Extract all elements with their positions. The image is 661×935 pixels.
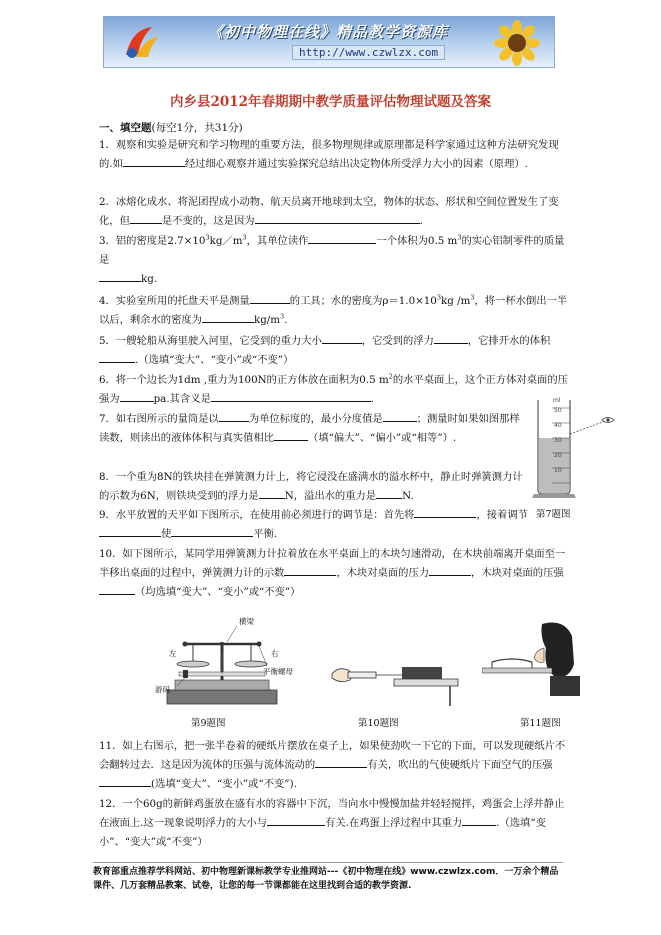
q5-text-d: .（选填“变大”、“变小”或“不变”） <box>135 353 294 366</box>
fig7-liquid <box>539 438 569 493</box>
q7-text-c: ；测量时如果如图那样读数，则读出的液体体积与真实值相比 <box>99 413 520 444</box>
q11-blank-2 <box>99 775 151 787</box>
fig9-rider <box>183 670 188 678</box>
q6-text-c: pa.其含义是 <box>153 392 211 405</box>
fig9-base <box>167 690 277 704</box>
fig10-table-top <box>394 679 458 686</box>
fig11-table <box>482 668 552 673</box>
q6-blank-1 <box>120 390 154 402</box>
question-3 <box>99 232 569 288</box>
fig7-tick-40: 40 <box>554 422 562 429</box>
q6-text-a: 6．将一个边长为1dm ,重力为100N的正方体放在面积为0.5 m <box>99 374 389 386</box>
q8-text-a: 8．一个重为8N的铁块挂在弹簧测力计上，将它浸没在盛满水的溢水杯中，静止时弹簧测力计的示数为6N，则铁块受到的浮力是 <box>99 471 523 502</box>
fig11-caption: 第11题图 <box>520 718 561 729</box>
question-10 <box>99 545 569 601</box>
q2-text-b: 是不变的，这是因为 <box>161 214 255 227</box>
q5-blank-2 <box>434 332 468 344</box>
site-banner <box>103 16 555 68</box>
q5-text-a: 5．一艘轮船从海里驶入河里，它受到的重力大小 <box>99 335 322 347</box>
q2-text-a: 2．冰熔化成水、将泥团捏成小动物、航天员离开地球到太空，物体的状态、形状和空间位置发生了变化，但 <box>99 196 559 227</box>
fig9-left-pan <box>177 661 209 667</box>
q9-text-c: 使 <box>161 527 172 540</box>
q8-blank-1 <box>259 487 285 499</box>
question-6 <box>99 371 569 409</box>
q6-text-d: . <box>370 392 375 405</box>
q12-blank-2 <box>462 814 496 826</box>
q12-text-c: .（选填“变小”、“变大”或“不变”） <box>99 816 546 848</box>
q7-text-b: 为单位标度的，最小分度值是 <box>248 413 383 425</box>
q11-text-b: 有关，吹出的气使硬纸片下面空气的压强 <box>367 758 553 771</box>
section-heading-note: (每空1分，共31分) <box>151 122 243 134</box>
q6-sup-a: 2 <box>388 372 393 381</box>
q11-text-a: 11．如上右图示，把一张半卷着的硬纸片摆放在桌子上，如果使劲吹一下它的下面，可以发现硬纸片不会翻转过去．这是因为流体的压强与流体流动的 <box>99 740 566 771</box>
fig9-nut-left <box>183 642 188 647</box>
q8-text-c: N. <box>402 489 414 502</box>
q3-blank-2 <box>99 270 141 282</box>
q3-blank-1 <box>308 232 376 244</box>
q4-text-d: ，将一杯水倒出一半以后，剩余水的密度为 <box>99 295 568 326</box>
q4-text-b: 的工具；水的密度为ρ＝1.0×10 <box>289 295 437 307</box>
q12-text-a: 12．一个60g的新鲜鸡蛋放在盛有水的容器中下沉，当向水中慢慢加盐并轻轻搅拌，鸡蛋会上浮并静止在液面上.这一现象说明浮力的大小与 <box>99 798 565 829</box>
site-logo-icon <box>122 25 160 59</box>
document-title: 内乡县2012年春期期中教学质量评估物理试题及答案 <box>169 94 492 110</box>
fig7-tick-20: 20 <box>554 452 562 459</box>
q12-blank-1 <box>267 814 325 826</box>
banner-slogan: 《初中物理在线》精品教学资源库 <box>208 23 449 41</box>
fig11-paper-card <box>492 659 532 662</box>
question-1 <box>99 136 569 174</box>
q6-blank-2 <box>211 390 371 402</box>
fig10-spring-scale-diagram <box>330 648 460 708</box>
q7-text-a: 7．如右图所示的量筒是以 <box>99 413 219 425</box>
q5-text-c: ，它排开水的体积 <box>467 335 551 347</box>
q4-text-a: 4．实验室所用的托盘天平是测量 <box>99 295 250 307</box>
fig9-label-right: 右 <box>271 649 279 658</box>
q4-sup-b: 3 <box>436 293 441 302</box>
q10-blank-2 <box>429 564 471 576</box>
q8-text-b: N，溢出水的重力是 <box>284 489 377 502</box>
q3-text-e: 的实心铝制零件的质量是 <box>99 235 565 266</box>
fig9-label-nut: 平衡螺母 <box>263 667 293 676</box>
q4-blank-2 <box>202 311 254 323</box>
fig7-tick-30: 30 <box>554 437 562 444</box>
fig9-caption: 第9题图 <box>191 718 226 729</box>
q9-text-b: ，接着调节 <box>476 509 528 521</box>
q5-blank-3 <box>99 351 135 363</box>
fig7-tick-10: 10 <box>554 467 562 474</box>
question-8 <box>99 468 529 506</box>
q2-blank-1 <box>130 212 162 224</box>
q3-text-f: kg. <box>141 272 158 285</box>
fig7-unit-label: ml <box>553 397 561 404</box>
fig9-label-beam: 横梁 <box>239 617 254 626</box>
banner-url[interactable]: http://www.czwlzx.com <box>292 45 445 60</box>
q2-text-c: . <box>419 214 423 227</box>
q5-text-b: ，它受到的浮力 <box>361 335 434 347</box>
fig10-caption: 第10题图 <box>358 718 399 729</box>
q7-blank-2 <box>383 410 417 422</box>
q11-text-c: (选填“变大”、“变小”或“不变”). <box>151 777 297 790</box>
fig7-sight-line <box>570 420 608 434</box>
q10-text-a: 10．如下图所示，某同学用弹簧测力计拉着放在水平桌面上的木块匀速滑动，在木块前端离开桌面至一半移出桌面的过程中，弹簧测力计的示数 <box>99 548 566 579</box>
q9-text-d: 平衡. <box>253 527 278 540</box>
q3-text-a: 3．铝的密度是2.7×10 <box>99 235 206 247</box>
section-heading <box>99 120 243 135</box>
q10-blank-3 <box>99 583 135 595</box>
q9-blank-2 <box>99 525 161 537</box>
fig9-label-rider: 游码 <box>155 685 170 694</box>
q3-text-b: kg／m <box>209 235 243 247</box>
fig10-wood-block <box>402 667 442 679</box>
question-2 <box>99 193 569 231</box>
q8-blank-2 <box>376 487 402 499</box>
q10-text-c: ，木块对桌面的压强 <box>471 566 564 579</box>
q10-text-b: ，木块对桌面的压力 <box>336 566 430 579</box>
fig11-shoulder <box>550 676 580 696</box>
q7-text-d: （填“偏大”、“偏小”或“相等”）. <box>308 431 457 444</box>
section-heading-text: 一、填空题 <box>99 122 152 134</box>
q6-text-b: 的水平桌面上，这个正方体对桌面的压强为 <box>99 374 568 405</box>
q4-sup-c: 3 <box>470 293 475 302</box>
q2-blank-2 <box>255 212 420 224</box>
q11-blank-1 <box>315 756 367 768</box>
q10-blank-1 <box>284 564 336 576</box>
q4-sup-e: 3 <box>280 312 285 321</box>
q3-sup-a: 3 <box>205 233 210 242</box>
page-footer: 教育部重点推荐学科网站、初中物理新课标教学专业推网站---《初中物理在线》www.czwlzx.com．一万余个精品课件、几万套精品教案、试卷，让您的每一节课都能在这里找到合适的教学资源. <box>93 862 563 893</box>
fig7-caption: 第7题图 <box>536 509 571 520</box>
q1-text-b: 经过细心观察并通过实验探究总结出决定物体所受浮力大小的因素（原理）. <box>184 157 528 170</box>
q4-blank-1 <box>250 292 290 304</box>
q7-blank-3 <box>274 429 308 441</box>
q3-sup-d: 3 <box>457 233 462 242</box>
question-12 <box>99 795 569 851</box>
q4-text-e: kg/m <box>253 313 281 326</box>
q9-blank-3 <box>171 525 253 537</box>
q10-text-d: （均选填“变大”、“变小”或“不变”） <box>135 585 301 598</box>
fig7-graduated-cylinder <box>530 390 620 500</box>
question-7 <box>99 410 529 448</box>
q1-blank-1 <box>123 155 185 167</box>
fig9-balance-diagram <box>155 612 305 712</box>
fig9-label-left: 左 <box>169 649 177 658</box>
q9-blank-1 <box>414 506 476 518</box>
fig10-spring-scale <box>348 672 376 678</box>
question-5 <box>99 332 569 370</box>
fig11-blowing-diagram <box>482 618 582 708</box>
q3-text-c: ，其单位读作 <box>246 235 309 247</box>
question-9 <box>99 506 529 544</box>
q4-text-f: . <box>284 313 288 326</box>
q4-text-c: kg /m <box>441 295 471 307</box>
q3-sup-b: 3 <box>242 233 247 242</box>
question-11 <box>99 737 569 793</box>
fig7-tick-50: 50 <box>554 407 562 414</box>
q5-blank-1 <box>322 332 362 344</box>
q7-blank-1 <box>219 410 249 422</box>
question-4 <box>99 292 569 330</box>
q1-text-a: 1．观察和实验是研究和学习物理的重要方法，很多物理规律或原理都是科学家通过这种方法研究发现的.如 <box>99 139 559 170</box>
fig9-nut-right <box>257 642 262 647</box>
q3-text-d: 一个体积为0.5 m <box>376 235 458 247</box>
q9-text-a: 9．水平放置的天平如下图所示，在使用前必须进行的调节是：首先将 <box>99 509 415 521</box>
sunflower-icon <box>494 20 540 66</box>
q12-text-b: 有关.在鸡蛋上浮过程中其重力 <box>325 816 463 829</box>
